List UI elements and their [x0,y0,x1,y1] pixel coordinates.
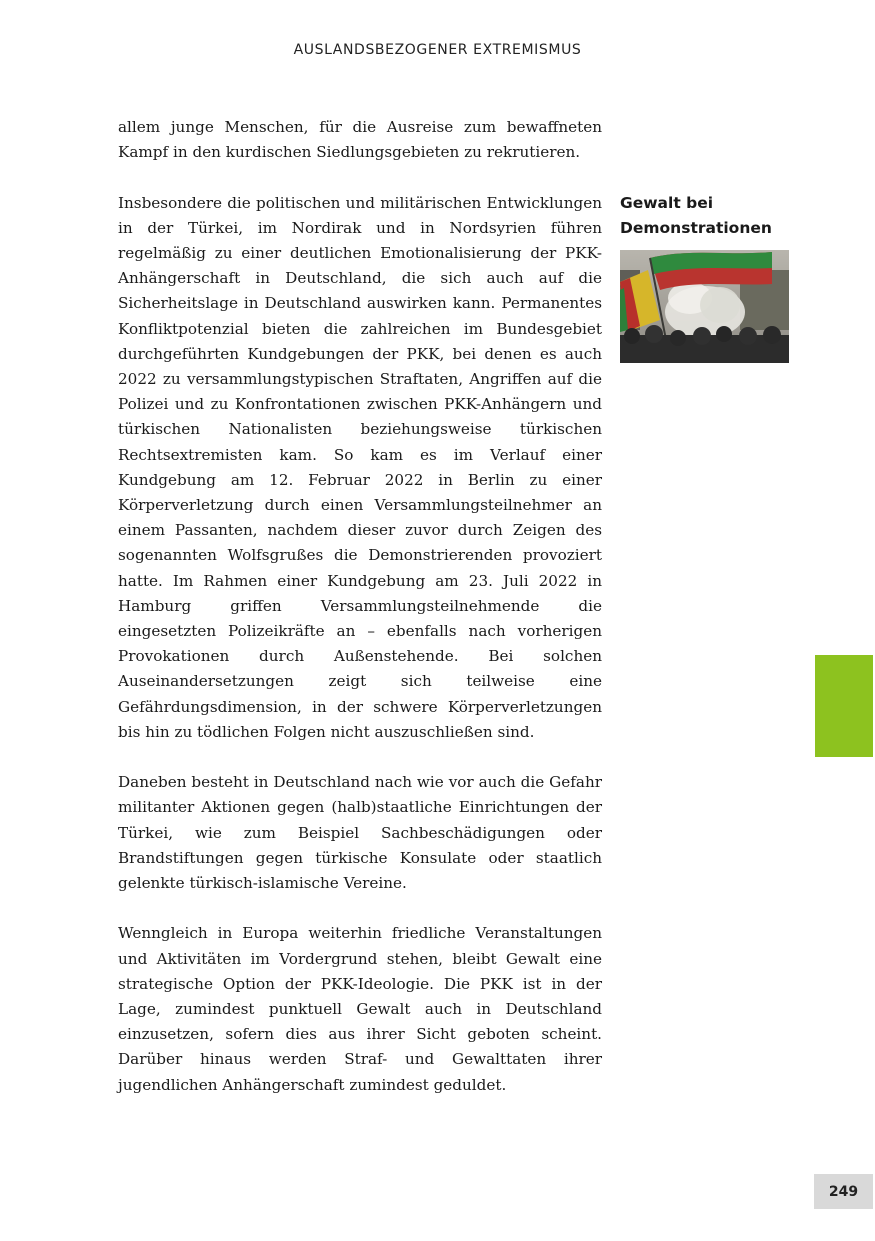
margin-heading-line-1: Gewalt bei [620,194,714,212]
paragraph-4: Wenngleich in Europa weiterhin friedliche Veranstaltungen und Aktivitäten im Vordergrund stehen, bleibt Gewalt eine strategische Option der PKK-Ideologie. Die PKK ist in der Lage, zumindest punktuell Gewalt auch in Deutschland einzusetzen, sofern dies aus ihrer Sicht geboten scheint. Darüber hinaus werden Straf- und Gewalttaten ihrer jugendlichen Anhängerschaft zumindest geduldet. [118,924,602,1094]
main-text-column [118,115,602,1123]
margin-heading [620,191,795,241]
chapter-tab-marker [815,655,873,757]
paragraph-1: allem junge Menschen, für die Ausreise zum bewaffneten Kampf in den kurdischen Siedlungsgebieten zu rekrutieren. [118,118,602,162]
page-number-box [814,1174,873,1209]
page-number: 249 [828,1183,859,1200]
paragraph-2: Insbesondere die politischen und militärischen Entwicklungen in der Türkei, im Nordirak und in Nordsyrien führen regelmäßig zu einer deutlichen Emotionalisierung der PKK-Anhängerschaft in Deutschland, die sich auch auf die Sicherheitslage in Deutschland auswirken kann. Permanentes Konfliktpotenzial bieten die zahlreichen im Bundesgebiet durchgeführten Kundgebungen der PKK, bei denen es auch 2022 zu versammlungstypischen Straftaten, Angriffen auf die Polizei und zu Konfrontationen zwischen PKK-Anhängern und türkischen Nationalisten beziehungsweise türkischen Rechtsextremisten kam. So kam es im Verlauf einer Kundgebung am 12. Februar 2022 in Berlin zu einer Körperverletzung durch einen Versammlungsteilnehmer an einem Passanten, nachdem dieser zuvor durch Zeigen des sogenannten Wolfsgrußes die Demonstrierenden provoziert hatte. Im Rahmen einer Kundgebung am 23. Juli 2022 in Hamburg griffen Versammlungsteilnehmende die eingesetzten Polizeikräfte an – ebenfalls nach vorherigen Provokationen durch Außenstehende. Bei solchen Auseinandersetzungen zeigt sich teilweise eine Gefährdungsdimension, in der schwere Körperverletzungen bis hin zu tödlichen Folgen nicht auszuschließen sind. [118,193,602,741]
running-header: AUSLANDSBEZOGENER EXTREMISMUS [293,42,582,58]
demonstration-photo [620,250,789,363]
margin-heading-line-2: Demonstrationen [620,219,772,237]
paragraph-3: Daneben besteht in Deutschland nach wie vor auch die Gefahr militanter Aktionen gegen (halb)staatliche Einrichtungen der Türkei, wie zum Beispiel Sachbeschädigungen oder Brandstiftungen gegen türkische Konsulate oder staatlich gelenkte türkisch-islamische Vereine. [118,773,602,893]
